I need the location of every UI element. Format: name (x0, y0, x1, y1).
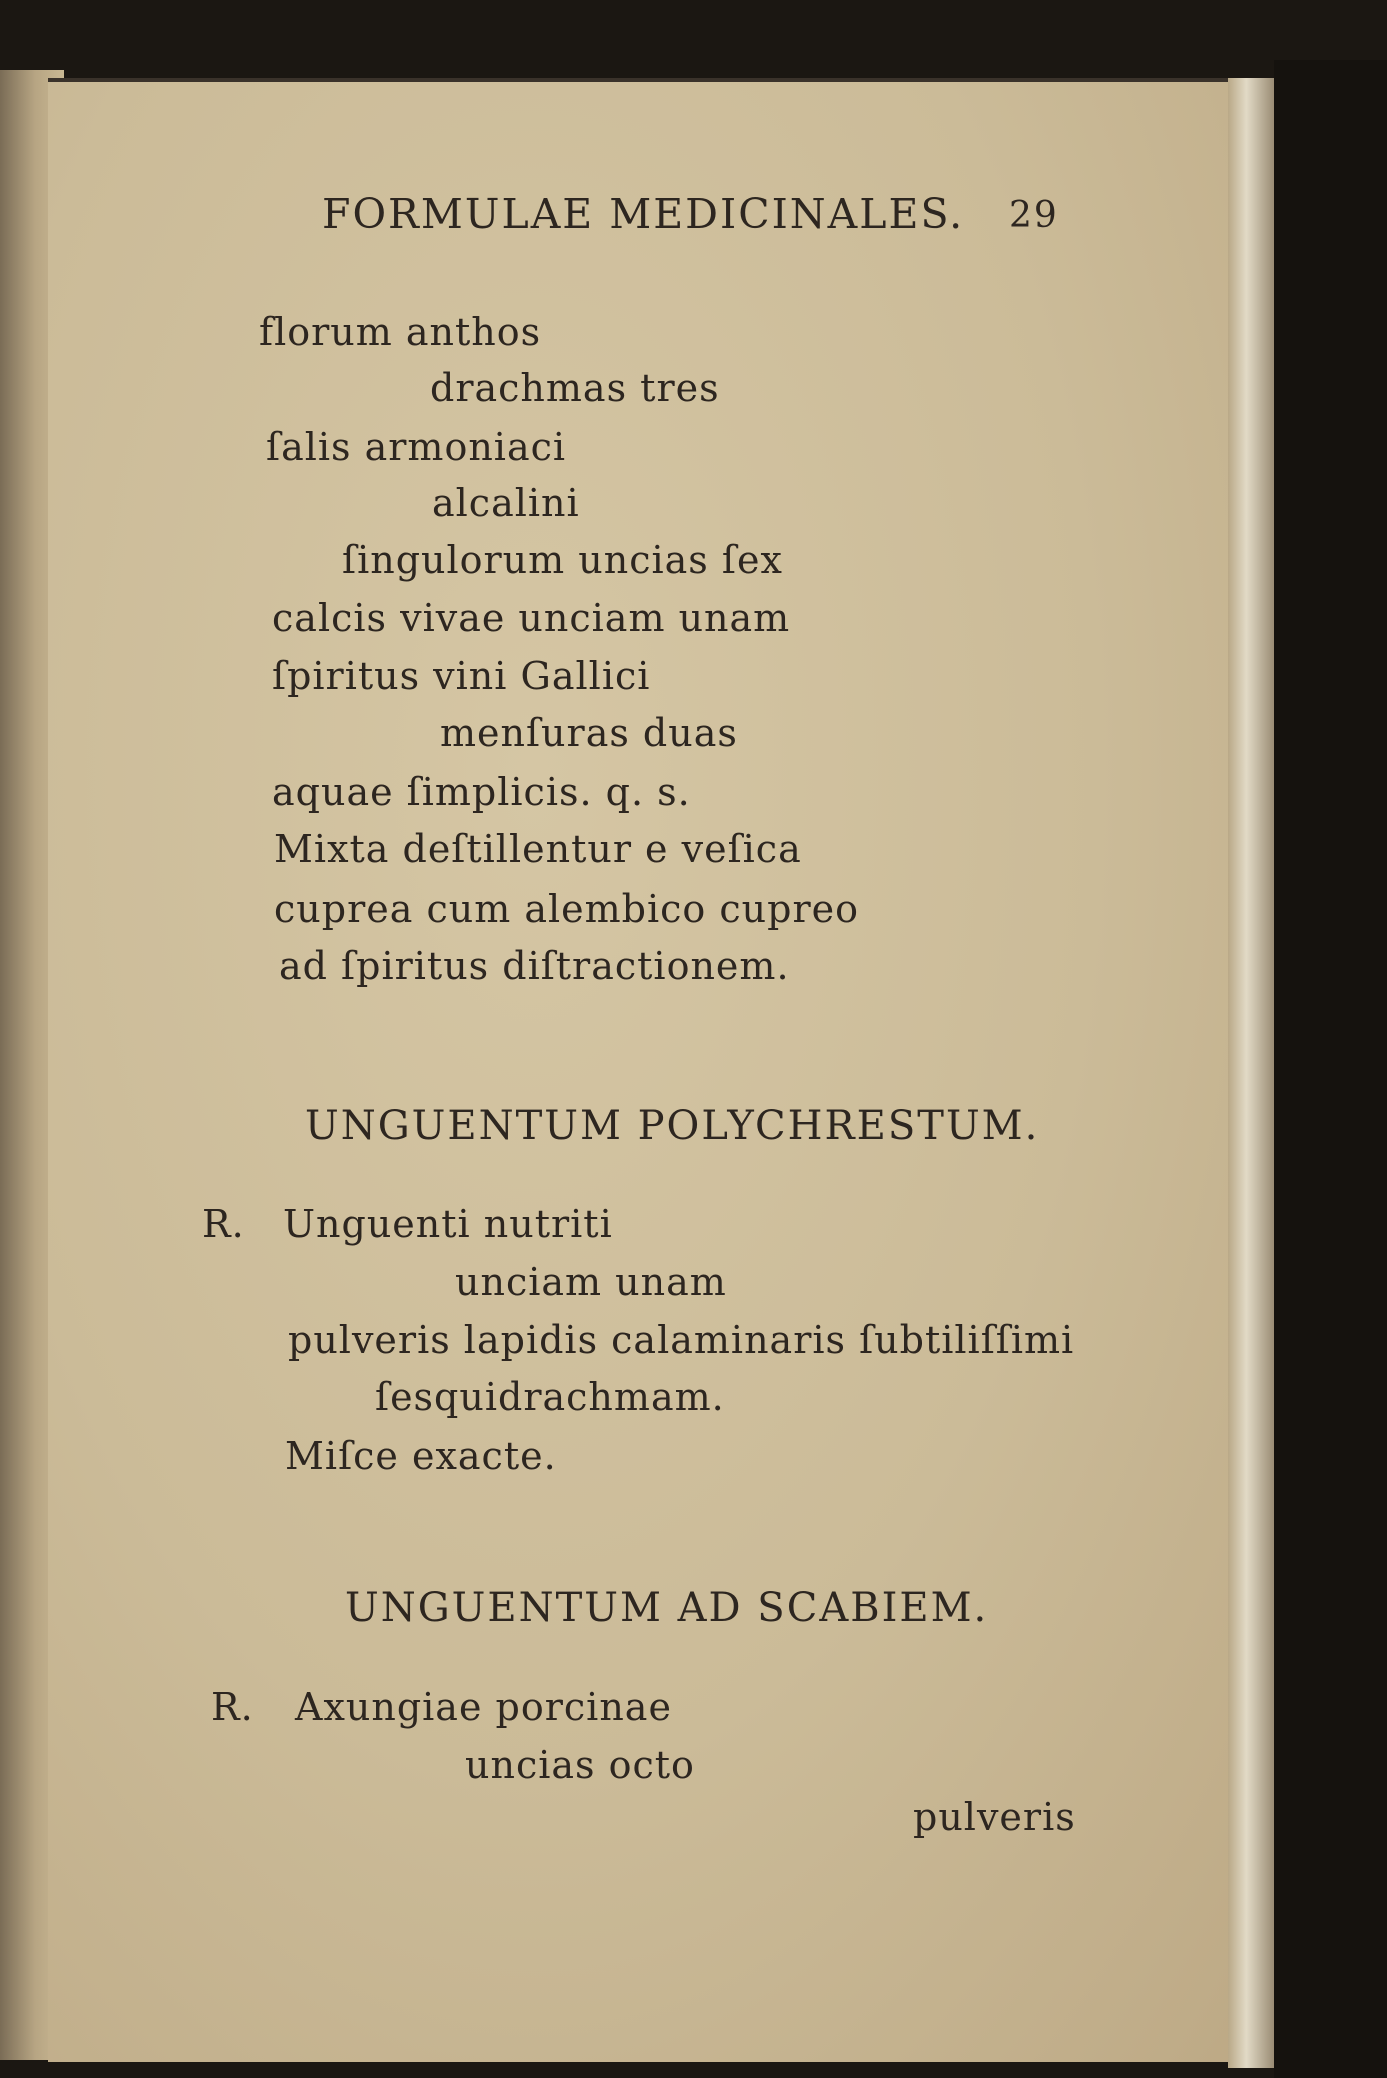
body-line: ſingulorum uncias ſex (342, 538, 783, 582)
body-line: cuprea cum alembico cupreo (274, 887, 859, 931)
body-line: florum anthos (259, 310, 542, 354)
section-heading: UNGUENTUM AD SCABIEM. (345, 1585, 989, 1631)
catchword: pulveris (913, 1795, 1076, 1839)
body-line: ſpiritus vini Gallici (272, 654, 651, 698)
recipe-line: pulveris lapidis calaminaris ſubtiliſſimi (288, 1318, 1075, 1362)
body-line: drachmas tres (430, 366, 720, 410)
recipe-mark: R. (211, 1685, 254, 1729)
body-line: ad ſpiritus diſtractionem. (279, 944, 790, 988)
recipe-line: ſesquidrachmam. (375, 1375, 725, 1419)
body-line: alcalini (432, 481, 580, 525)
page-edge (1228, 78, 1274, 2068)
body-line: Mixta deſtillentur e veſica (274, 827, 802, 871)
body-line: ſalis armoniaci (266, 425, 567, 469)
recipe-line: unciam unam (455, 1260, 727, 1304)
recipe-line: Miſce exacte. (285, 1434, 557, 1478)
section-heading: UNGUENTUM POLYCHRESTUM. (305, 1103, 1040, 1149)
body-line: calcis vivae unciam unam (272, 596, 791, 640)
recipe-line: Unguenti nutriti (283, 1202, 613, 1246)
page-number: 29 (1009, 195, 1059, 236)
body-line: menſuras duas (440, 711, 738, 755)
background-right (1274, 60, 1387, 2078)
body-line: aquae ſimplicis. q. s. (272, 770, 691, 814)
recipe-line: Axungiae porcinae (295, 1685, 672, 1729)
running-header-title: FORMULAE MEDICINALES. (322, 190, 965, 238)
recipe-mark: R. (202, 1202, 245, 1246)
recipe-line: uncias octo (465, 1743, 695, 1787)
